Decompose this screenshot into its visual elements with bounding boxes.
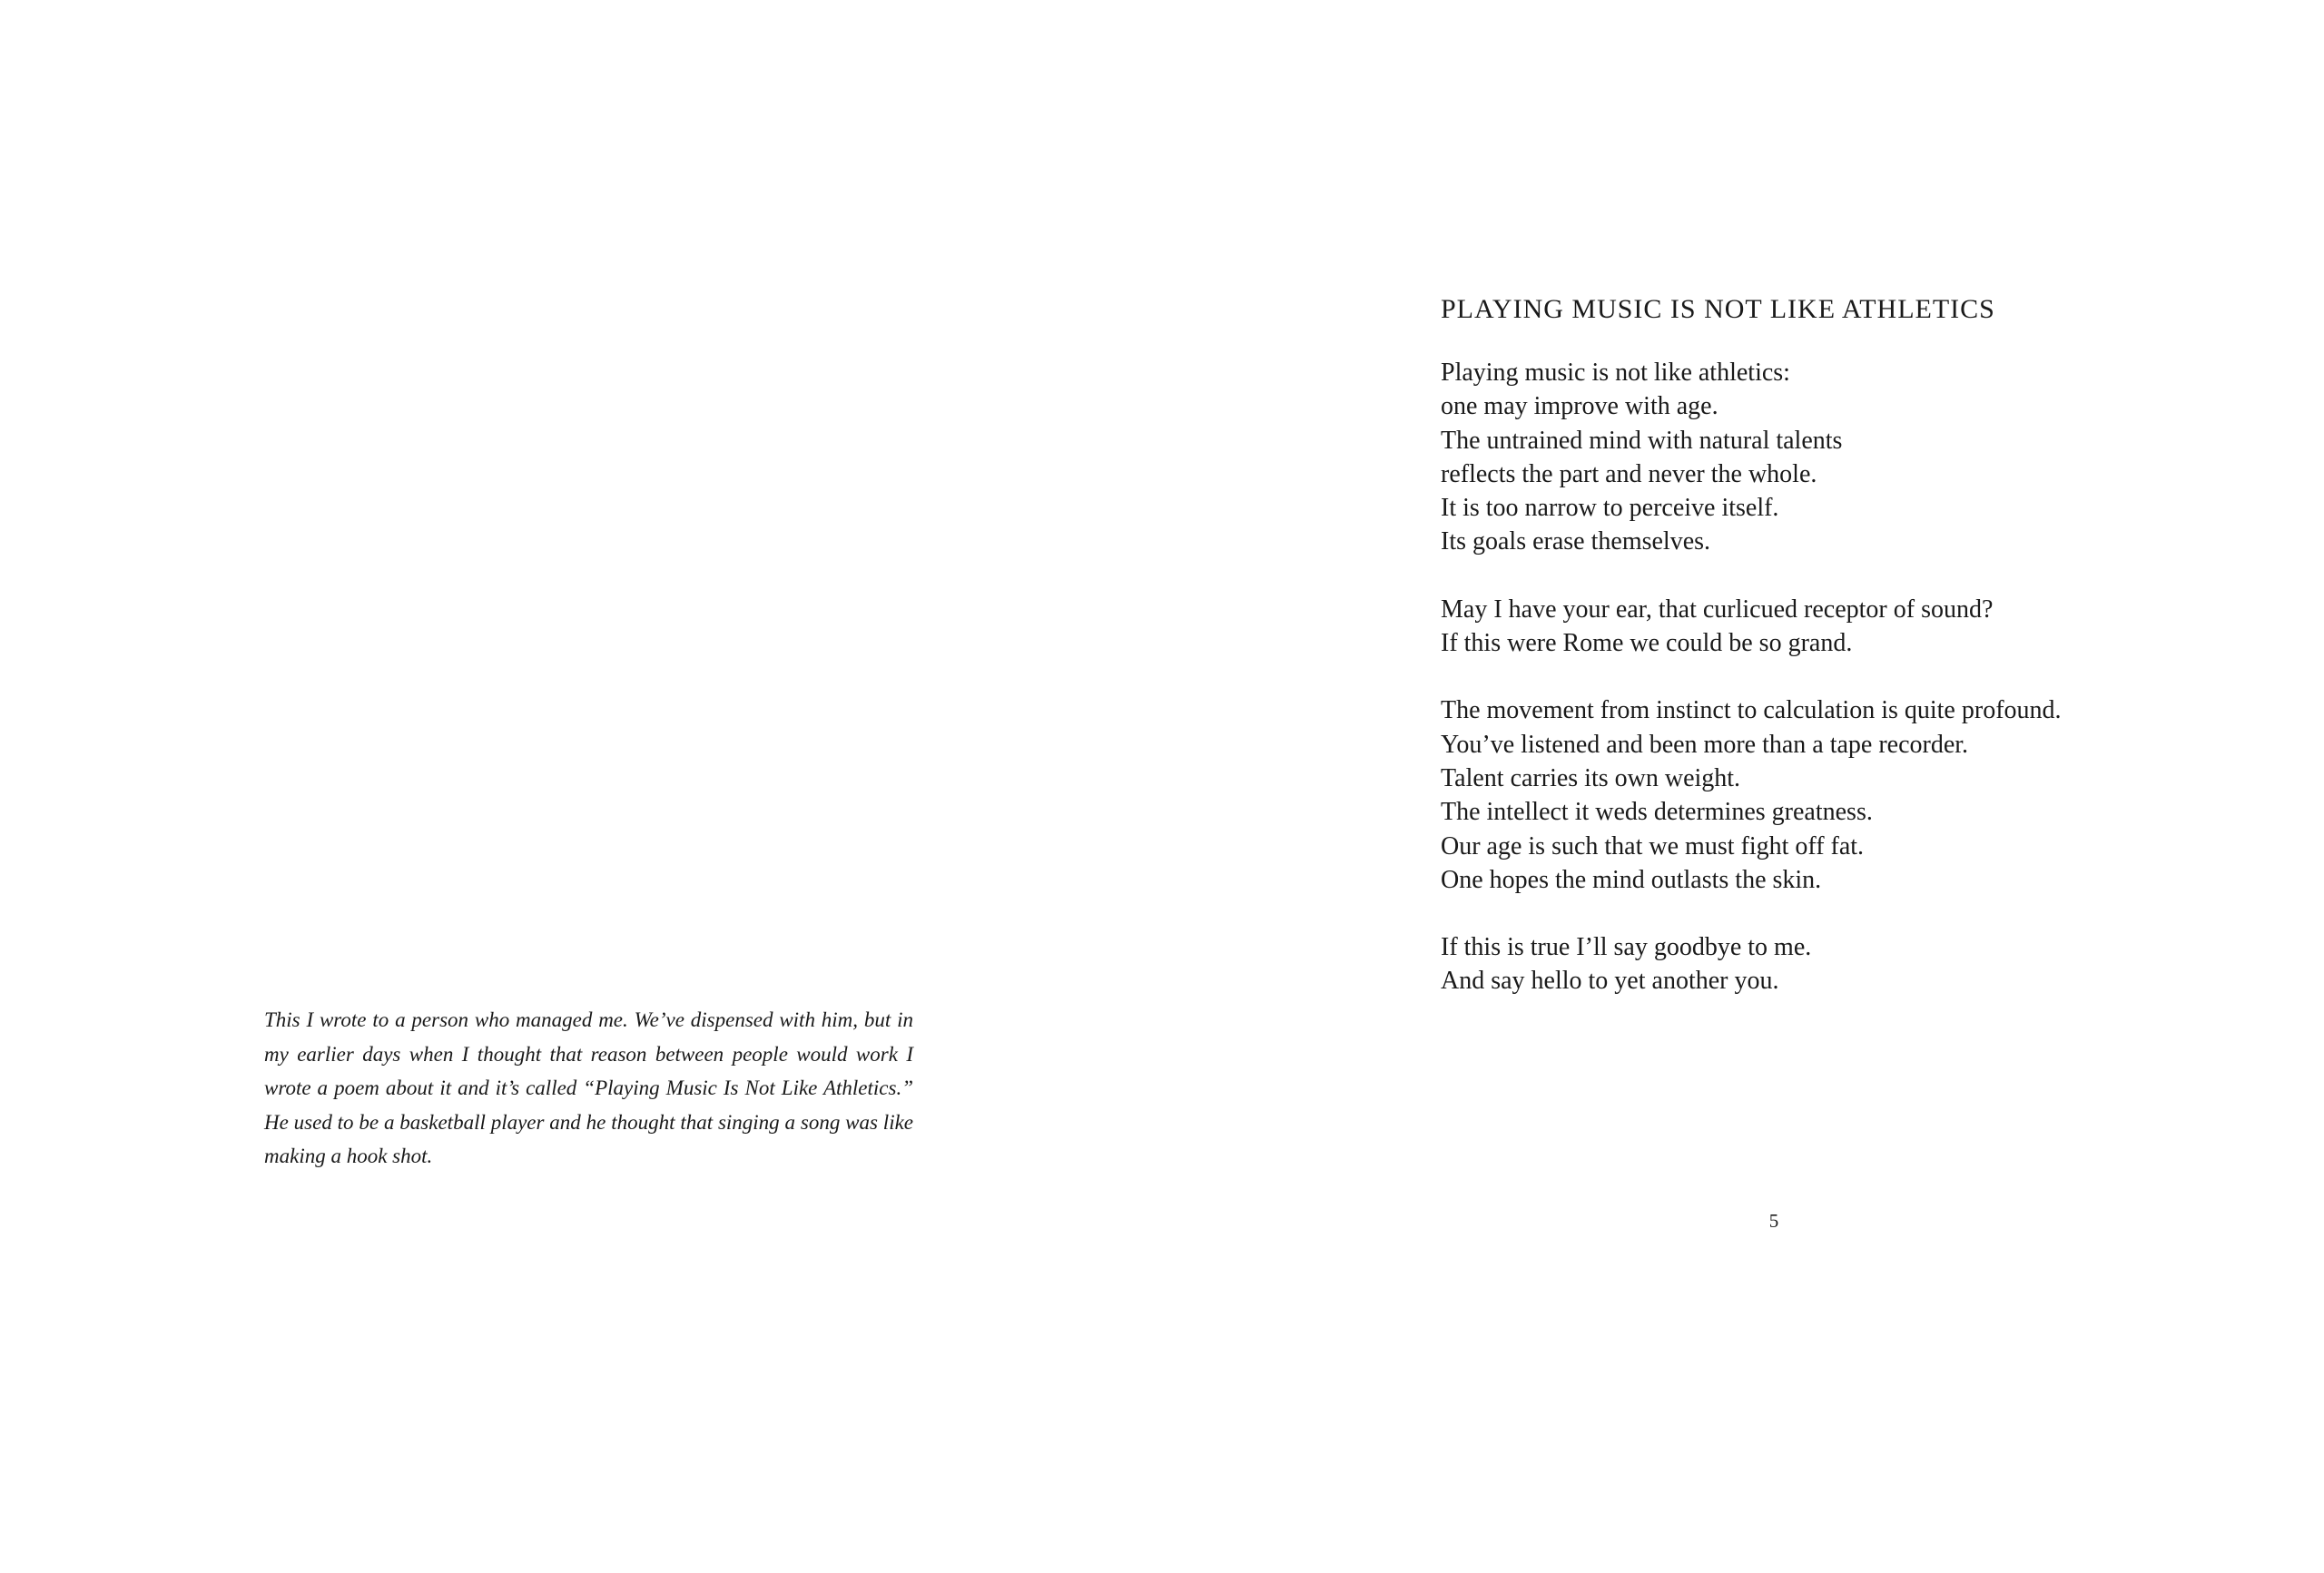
poem-line: Our age is such that we must fight off fat. <box>1441 831 1865 860</box>
stanza-1 <box>1441 356 2258 559</box>
poem-line: Its goals erase themselves. <box>1441 527 1711 556</box>
commentary-paragraph: This I wrote to a person who managed me. We’ve dispensed with him, but in my earlier days when I thought that reason between people would work I wrote a poem about it and it’s called “Playing Music Is Not Like Athletics.” He used to be a basketball player and he thought that singing a song was like making a hook shot. <box>264 1008 913 1167</box>
poem-line: The intellect it weds determines greatness. <box>1441 798 1873 827</box>
poem-line: The movement from instinct to calculation is quite profound. <box>1441 696 2062 725</box>
poem <box>1441 293 2258 1032</box>
poem-line: one may improve with age. <box>1441 392 1718 421</box>
poem-line: Playing music is not like athletics: <box>1441 359 1790 387</box>
poem-line: Talent carries its own weight. <box>1441 763 1741 792</box>
poem-line: May I have your ear, that curlicued receptor of sound? <box>1441 595 1994 624</box>
poem-line: The untrained mind with natural talents <box>1441 426 1843 455</box>
poem-line: One hopes the mind outlasts the skin. <box>1441 865 1822 894</box>
poem-line: If this were Rome we could be so grand. <box>1441 629 1853 658</box>
stanza-4 <box>1441 930 2258 998</box>
stanza-2 <box>1441 593 2258 661</box>
poem-line: And say hello to yet another you. <box>1441 967 1779 996</box>
stanza-3 <box>1441 693 2258 897</box>
page-number: 5 <box>1768 1210 1779 1232</box>
right-page <box>1162 0 2324 1573</box>
poem-line: If this is true I’ll say goodbye to me. <box>1441 933 1812 962</box>
poem-line: It is too narrow to perceive itself. <box>1441 494 1779 523</box>
poem-line: reflects the part and never the whole. <box>1441 459 1817 488</box>
poem-line: You’ve listened and been more than a tape recorder. <box>1441 730 1969 759</box>
poem-title: PLAYING MUSIC IS NOT LIKE ATHLETICS <box>1441 294 1995 324</box>
